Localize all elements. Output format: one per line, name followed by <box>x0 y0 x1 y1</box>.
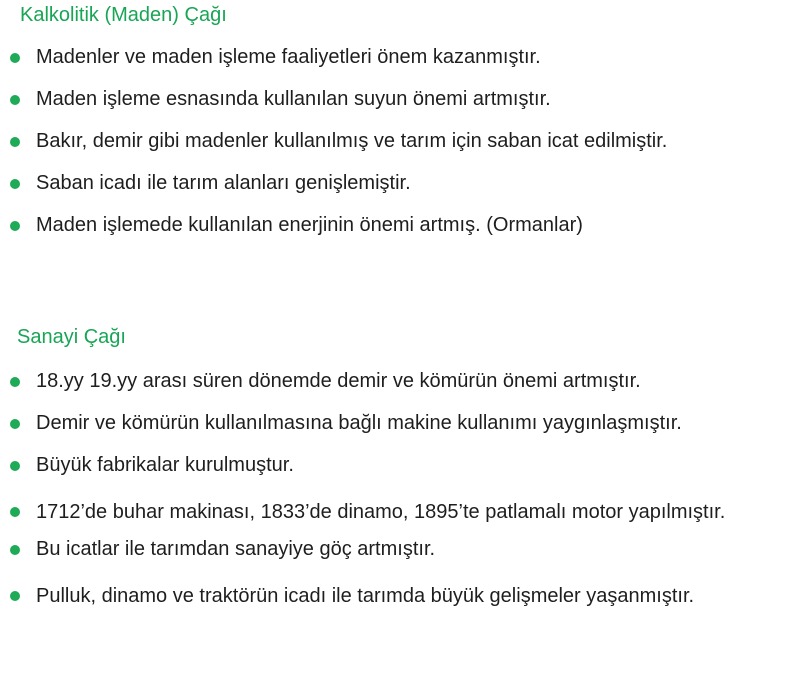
list-item <box>0 212 794 238</box>
bullet-list <box>0 368 794 620</box>
list-item <box>0 578 794 614</box>
list-item <box>0 128 794 154</box>
list-item <box>0 44 794 70</box>
list-item-text: 18.yy 19.yy arası süren dönemde demir ve kömürün önemi artmıştır. <box>36 370 641 392</box>
bullet-list <box>0 44 794 254</box>
bullet-icon <box>10 377 20 387</box>
bullet-icon <box>10 419 20 429</box>
list-item <box>0 494 794 530</box>
list-item <box>0 452 794 478</box>
section-heading: Kalkolitik (Maden) Çağı <box>20 4 227 26</box>
list-item-text: Maden işleme esnasında kullanılan suyun önemi artmıştır. <box>36 88 551 110</box>
list-item-text: Bakır, demir gibi madenler kullanılmış ve tarım için saban icat edilmiştir. <box>36 130 668 152</box>
list-item <box>0 86 794 112</box>
list-item <box>0 170 794 196</box>
list-item-text: Saban icadı ile tarım alanları genişlemiştir. <box>36 172 411 194</box>
list-item-text: Madenler ve maden işleme faaliyetleri önem kazanmıştır. <box>36 46 541 68</box>
bullet-icon <box>10 461 20 471</box>
list-item-text: Maden işlemede kullanılan enerjinin önemi artmış. (Ormanlar) <box>36 214 583 236</box>
list-item <box>0 410 794 436</box>
list-item <box>0 368 794 394</box>
list-item-text: Demir ve kömürün kullanılmasına bağlı makine kullanımı yaygınlaşmıştır. <box>36 412 682 434</box>
bullet-icon <box>10 137 20 147</box>
section-heading: Sanayi Çağı <box>17 326 126 348</box>
bullet-icon <box>10 545 20 555</box>
list-item-text: 1712’de buhar makinası, 1833’de dinamo, 1895’te patlamalı motor yapılmıştır. <box>36 501 726 523</box>
list-item-text: Bu icatlar ile tarımdan sanayiye göç artmıştır. <box>36 538 436 560</box>
bullet-icon <box>10 53 20 63</box>
bullet-icon <box>10 179 20 189</box>
list-item <box>0 536 794 562</box>
bullet-icon <box>10 507 20 517</box>
list-item-text: Pulluk, dinamo ve traktörün icadı ile tarımda büyük gelişmeler yaşanmıştır. <box>36 585 695 607</box>
bullet-icon <box>10 591 20 601</box>
bullet-icon <box>10 95 20 105</box>
list-item-text: Büyük fabrikalar kurulmuştur. <box>36 454 294 476</box>
bullet-icon <box>10 221 20 231</box>
